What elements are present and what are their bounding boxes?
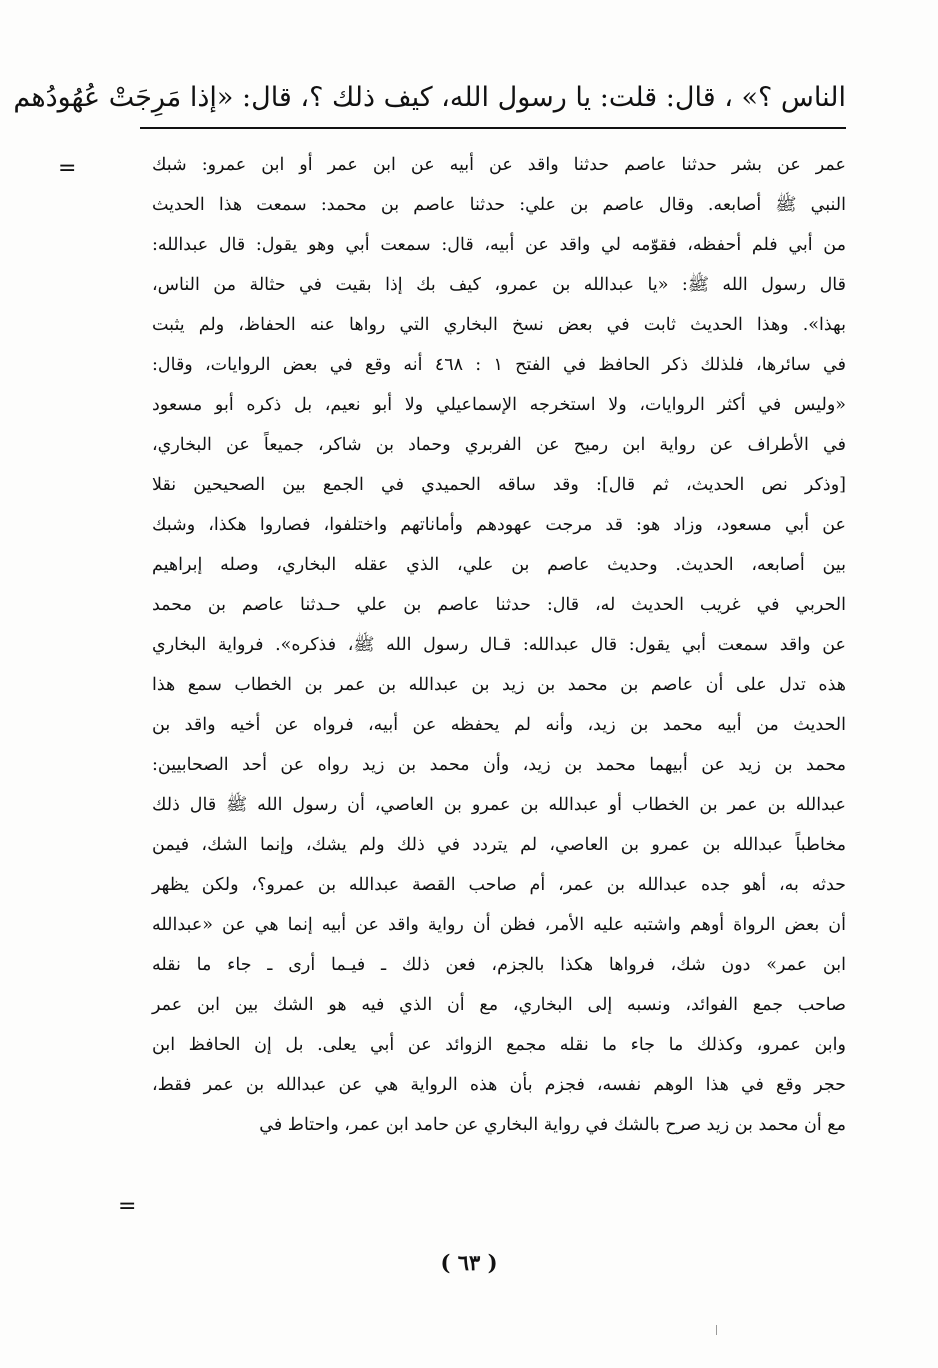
footnote-line: مع أن محمد بن زيد صرح بالشك في رواية البخاري عن حامد ابن عمر، واحتاط في [259,1115,846,1135]
footnote-line: عن أبي مسعود، وزاد هو: قد مرجت عهودهم وأماناتهم واختلفوا، فصاروا هكذا، وشبك [152,515,846,535]
footnote-line: النبي ﷺ أصابعه. وقال عاصم بن علي: حدثنا عاصم بن محمد: سمعت هذا الحديث [152,195,846,215]
footnote-line: من أبي فلم أحفظه، فقوّمه لي واقد عن أبيه، قال: سمعت أبي وهو يقول: قال عبدالله: [152,235,846,255]
separator-rule [140,127,846,129]
footnote-line: [وذكر نص الحديث، ثم قال]: وقد ساقه الحميدي في الجمع بين الصحيحين نقلا [152,475,846,495]
footnote-line: هذه تدل على أن عاصم بن محمد بن زيد بن عبدالله بن عمر بن الخطاب سمع هذا [152,675,846,695]
footnote-line: عبدالله بن عمر بن الخطاب أو عبدالله بن عمرو بن العاصي، أن رسول الله ﷺ قال ذلك [152,795,846,815]
footnote-line: في سائرها، فلذلك ذكر الحافظ في الفتح ١ : ٤٦٨ أنه وقع في بعض الروايات، وقال: [152,355,846,375]
footnote-line: صاحب جمع الفوائد، ونسبه إلى البخاري، مع أن الذي فيه هو الشك بين ابن عمر [152,995,846,1015]
continuation-mark-top: = [58,156,77,181]
footnote-line: عن واقد سمعت أبي يقول: قال عبدالله: قـال رسول الله ﷺ، فذكره». فرواية البخاري [152,635,846,655]
footnote-line: حجر وقع في هذا الوهم نفسه، فجزم بأن هذه الرواية هي عن عبدالله بن عمر فقط، [152,1075,846,1095]
footnote-line: ابن عمر» دون شك، فرواها هكذا بالجزم، فعن ذلك ـ فيـما أرى ـ جاء ما نقله [152,955,846,975]
footnote-line: أن بعض الرواة أوهم واشتبه عليه الأمر، فظن أن رواية واقد عن أبيه إنما هي عن «عبدالله [152,915,846,935]
page-number [0,1250,938,1275]
footnote-line: في الأطراف عن رواية ابن رميح عن الفربري وحماد بن شاكر، جميعاً عن البخاري، [152,435,846,455]
footnote-block [152,145,846,1145]
footnote-line: «وليس في أكثر الروايات، ولا استخرجه الإسماعيلي ولا أبو نعيم، بل ذكره أبو مسعود [152,395,846,415]
continuation-mark-bottom: = [118,1194,137,1219]
footnote-line: مخاطباً عبدالله بن عمرو بن العاصي، لم يتردد في ذلك ولم يشك، وإنما الشك، فيمن [152,835,846,855]
scan-artifact [716,1325,717,1335]
footnote-line: الحربي في غريب الحديث له، قال: حدثنا عاصم بن علي حـدثنا عاصم بن محمد [152,595,846,615]
page-number-text: ( ٦٣ ) [440,1250,498,1275]
footnote-line: وابن عمرو، وكذلك ما جاء ما نقله مجمع الزوائد عن أبي يعلى. بل إن الحافظ ابن [152,1035,846,1055]
footnote-line: بين أصابعه، الحديث. وحديث عاصم بن علي، الذي عقله البخاري، وصله إبراهيم [152,555,846,575]
footnote-line: الحديث من أبيه محمد بن زيد، وأنه لم يحفظه عن أبيه، فرواه عن أخيه واقد بن [152,715,846,735]
footnote-line: قال رسول الله ﷺ: «يا عبدالله بن عمرو، كيف بك إذا بقيت في حثالة من الناس، [152,275,846,295]
footnote-line: حدثه به، أهو جده عبدالله بن عمر، أم صاحب القصة عبدالله بن عمرو؟، ولكن يظهر [152,875,846,895]
main-text-line: الناس ؟» ، قال: قلت: يا رسول الله، كيف ذلك ؟، قال: «إذا مَرِجَتْ عُهُودُهم [13,82,846,113]
footnote-line: محمد بن زيد عن أبيهما محمد بن زيد، وأن محمد بن زيد رواه عن أحد الصحابيين: [152,755,846,775]
footnote-line: بهذا». وهذا الحديث ثابت في بعض نسخ البخاري التي رواها عنه الحفاظ، ولم يثبت [152,315,846,335]
footnote-line: عمر عن بشر حدثنا عاصم حدثنا واقد عن أبيه عن ابن عمر أو ابن عمرو: شبك [152,155,846,175]
